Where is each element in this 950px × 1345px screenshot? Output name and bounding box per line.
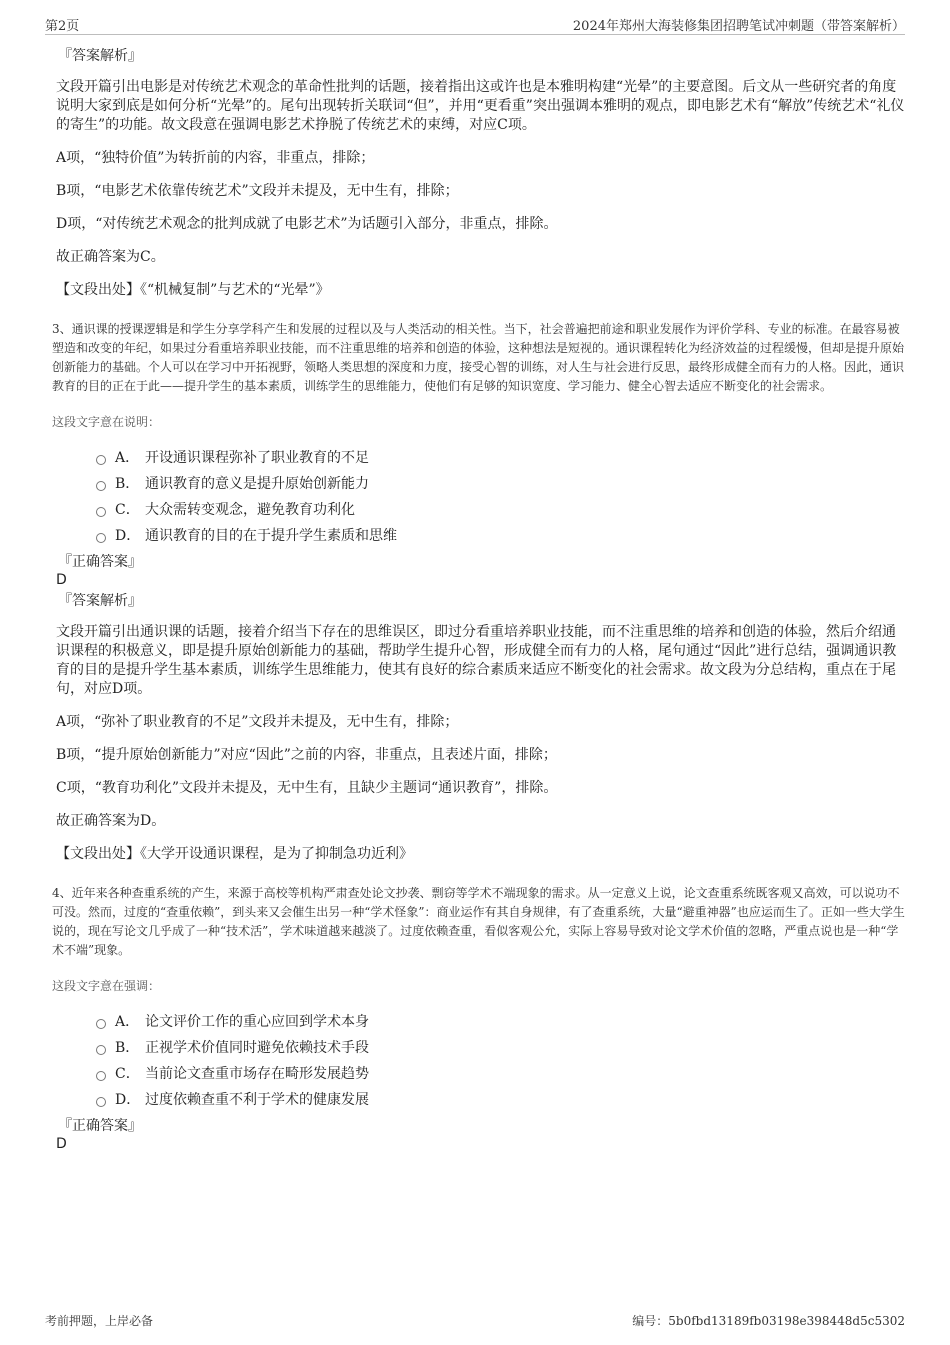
- footer-slogan: 考前押题，上岸必备: [45, 1314, 154, 1328]
- question-3-option-c[interactable]: C． 大众需转变观念，避免教育功利化: [96, 501, 906, 519]
- analysis-heading: 『答案解析』: [58, 593, 142, 609]
- analysis-option-a: A项，“独特价值”为转折前的内容，非重点，排除；: [56, 150, 375, 166]
- radio-icon[interactable]: [96, 507, 106, 517]
- analysis-conclusion: 故正确答案为C。: [56, 249, 165, 265]
- question-3-option-a[interactable]: A． 开设通识课程弥补了职业教育的不足: [96, 449, 906, 467]
- question-3-prompt: 这段文字意在说明：: [52, 415, 161, 429]
- question-3-option-d[interactable]: D． 通识教育的目的在于提升学生素质和思维: [96, 527, 906, 545]
- radio-icon[interactable]: [96, 1071, 106, 1081]
- analysis-option-a: A项，“弥补了职业教育的不足”文段并未提及，无中生有，排除；: [56, 714, 459, 730]
- text-source: 【文段出处】《“机械复制”与艺术的“光晕”》: [56, 282, 330, 298]
- analysis-option-b: B项，“电影艺术依靠传统艺术”文段并未提及，无中生有，排除；: [56, 183, 459, 199]
- page-header: [45, 14, 905, 35]
- document-title: 2024年郑州大海装修集团招聘笔试冲刺题（带答案解析）: [572, 19, 905, 34]
- question-4-option-d[interactable]: D． 过度依赖查重不利于学术的健康发展: [96, 1091, 906, 1109]
- page-number: 第2页: [45, 19, 80, 34]
- radio-icon[interactable]: [96, 1045, 106, 1055]
- analysis-heading: 『答案解析』: [58, 48, 142, 64]
- correct-answer-heading: 『正确答案』: [58, 554, 142, 570]
- radio-icon[interactable]: [96, 1019, 106, 1029]
- radio-icon[interactable]: [96, 533, 106, 543]
- radio-icon[interactable]: [96, 481, 106, 491]
- question-3-option-b[interactable]: B． 通识教育的意义是提升原始创新能力: [96, 475, 906, 493]
- correct-answer-heading: 『正确答案』: [58, 1118, 142, 1134]
- question-4-option-c[interactable]: C． 当前论文查重市场存在畸形发展趋势: [96, 1065, 906, 1083]
- footer-doc-id: 编号：5b0fbd13189fb03198e398448d5c5302: [632, 1314, 905, 1328]
- question-4-option-a[interactable]: A． 论文评价工作的重心应回到学术本身: [96, 1013, 906, 1031]
- analysis-option-b: B项，“提升原始创新能力”对应“因此”之前的内容，非重点，且表述片面，排除；: [56, 747, 557, 763]
- question-4-option-b[interactable]: B． 正视学术价值同时避免依赖技术手段: [96, 1039, 906, 1057]
- analysis-option-d: D项，“对传统艺术观念的批判成就了电影艺术”为话题引入部分，非重点，排除。: [56, 216, 558, 232]
- correct-answer-value: D: [56, 1136, 67, 1152]
- question-3-text: 3、通识课的授课逻辑是和学生分享学科产生和发展的过程以及与人类活动的相关性。当下，社会普遍把前途和职业发展作为评价学科、专业的标准。在最容易被塑造和改变的年纪，如果过分看重培养职业技能，而不注重思维的培养和创造的体验，这种想法是短视的。通识课程转化为经济效益的过程缓慢，但却是提升原始创新能力的基础。个人可以在学习中开拓视野，领略人类思想的深度和力度，接受心智的训练，对人生与社会进行反思，最终形成健全而有力的人格。因此，通识教育的目的正在于此——提升学生的基本素质，训练学生的思维能力，使他们有足够的知识宽度、学习能力、健全心智去适应不断变化的社会需求。: [52, 322, 905, 393]
- question-3-options: [96, 449, 906, 545]
- analysis-conclusion: 故正确答案为D。: [56, 813, 166, 829]
- analysis-option-c: C项，“教育功利化”文段并未提及，无中生有，且缺少主题词“通识教育”，排除。: [56, 780, 558, 796]
- question-4-text: 4、近年来各种查重系统的产生，来源于高校等机构严肃查处论文抄袭、剽窃等学术不端现象的需求。从一定意义上说，论文查重系统既客观又高效，可以说功不可没。然而，过度的“查重依赖”，到头来又会催生出另一种“学术怪象”：商业运作有其自身规律，有了查重系统，大量“避重神器”也应运而生了。正如一些大学生说的，现在写论文几乎成了一种“技术活”，学术味道越来越淡了。过度依赖查重，看似客观公允，实际上容易导致对论文学术价值的忽略，严重点说也是一种“学术不端”现象。: [52, 886, 905, 957]
- radio-icon[interactable]: [96, 1097, 106, 1107]
- correct-answer-value: D: [56, 572, 67, 588]
- question-4-options: [96, 1013, 906, 1109]
- radio-icon[interactable]: [96, 455, 106, 465]
- document-content: [52, 46, 906, 1153]
- analysis-paragraph: 文段开篇引出通识课的话题，接着介绍当下存在的思维误区，即过分看重培养职业技能，而不注重思维的培养和创造的体验，然后介绍通识课程的积极意义，即是提升原始创新能力的基础，帮助学生提升心智，形成健全而有力的人格，尾句通过“因此”进行总结，强调通识教育的目的是提升学生基本素质，训练学生思维能力，使其有良好的综合素质来适应不断变化的社会需求。故文段为分总结构，重点在于尾句，对应D项。: [56, 624, 897, 697]
- text-source: 【文段出处】《大学开设通识课程，是为了抑制急功近利》: [56, 846, 413, 862]
- question-4-prompt: 这段文字意在强调：: [52, 979, 161, 993]
- analysis-paragraph: 文段开篇引出电影是对传统艺术观念的革命性批判的话题，接着指出这或许也是本雅明构建“光晕”的主要意图。后文从一些研究者的角度说明大家到底是如何分析“光晕”的。尾句出现转折关联词“但”，并用“更看重”突出强调本雅明的观点，即电影艺术有“解放”传统艺术“礼仪的寄生”的功能。故文段意在强调电影艺术挣脱了传统艺术的束缚，对应C项。: [56, 79, 905, 133]
